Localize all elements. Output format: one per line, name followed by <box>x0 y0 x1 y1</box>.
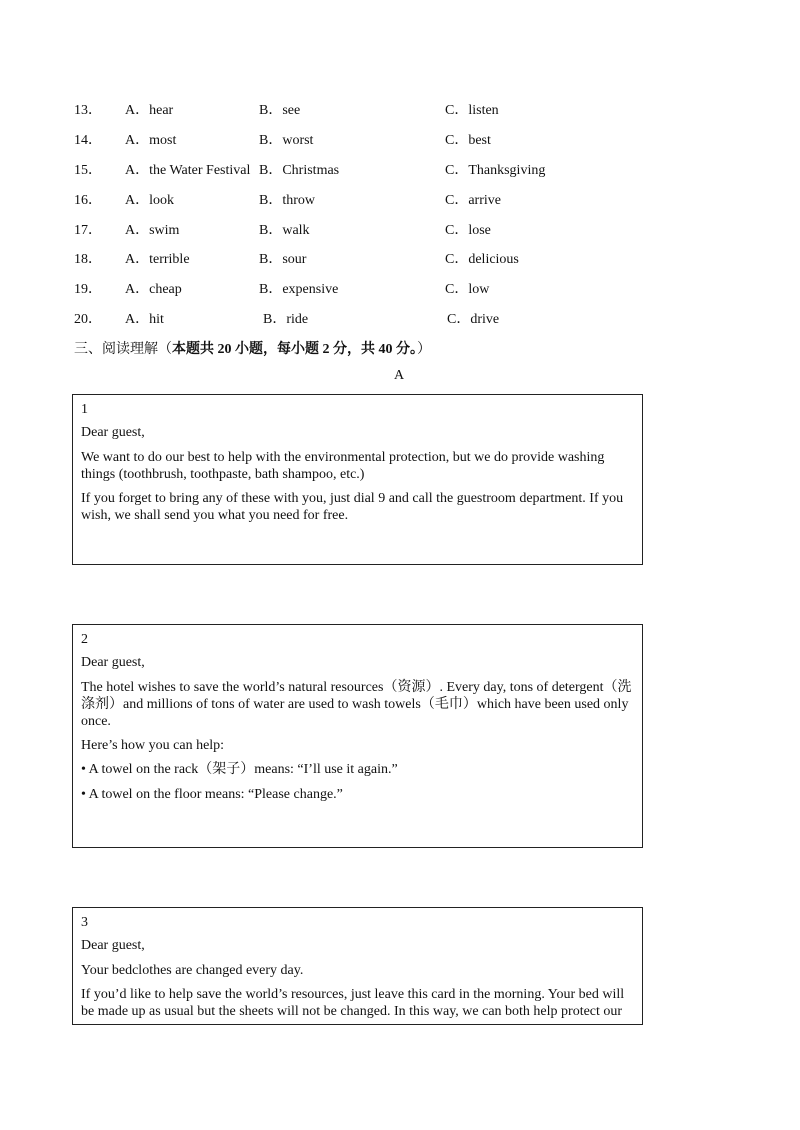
question-row <box>74 129 674 149</box>
question-number: 16． <box>74 193 102 208</box>
question-number: 15． <box>74 163 102 178</box>
option-a: A．the Water Festival <box>125 163 251 178</box>
option-b: B．throw <box>259 193 315 208</box>
question-number: 19． <box>74 282 102 297</box>
option-c: C．lose <box>445 223 491 238</box>
question-row <box>74 219 674 239</box>
question-row <box>74 189 674 209</box>
option-c: C．low <box>445 282 490 297</box>
question-number: 17． <box>74 223 102 238</box>
card-paragraph: We want to do our best to help with the environmental protection, but we do provide washing things (toothbrush, toothpaste, bath shampoo, etc.) <box>81 450 605 482</box>
question-number: 18． <box>74 252 102 267</box>
option-c: C．drive <box>447 312 500 327</box>
card-greeting: Dear guest, <box>81 938 145 953</box>
card-number: 2 <box>81 632 88 647</box>
card-paragraph: If you’d like to help save the world’s resources, just leave this card in the morning. Your bed will be made up as usual but the sheets will not be changed. In this way, we can both help protect our <box>81 987 625 1019</box>
option-a: A．cheap <box>125 282 182 297</box>
section-heading-suffix: ） <box>417 342 431 357</box>
card-number: 3 <box>81 915 88 930</box>
option-a: A．hear <box>125 103 174 118</box>
option-a: A．hit <box>125 312 164 327</box>
section-heading <box>74 338 431 358</box>
question-row <box>74 308 674 328</box>
question-number: 13． <box>74 103 102 118</box>
question-row <box>74 99 674 119</box>
option-b: B．ride <box>263 312 309 327</box>
question-number: 14． <box>74 133 102 148</box>
card-greeting: Dear guest, <box>81 425 145 440</box>
question-row <box>74 248 674 268</box>
option-b: B．walk <box>259 223 310 238</box>
section-heading-instructions: 本题共 20 小题，每小题 2 分，共 40 分。 <box>172 342 417 357</box>
option-a: A．swim <box>125 223 180 238</box>
notice-card <box>72 624 643 848</box>
question-row <box>74 159 674 179</box>
option-c: C．arrive <box>445 193 501 208</box>
card-number: 1 <box>81 402 88 417</box>
notice-card <box>72 907 643 1025</box>
question-number: 20． <box>74 312 102 327</box>
option-c: C．Thanksgiving <box>445 163 546 178</box>
option-c: C．delicious <box>445 252 519 267</box>
option-b: B．expensive <box>259 282 339 297</box>
notice-card <box>72 394 643 565</box>
card-paragraph: If you forget to bring any of these with you, just dial 9 and call the guestroom department. If you wish, we shall send you what you need for free. <box>81 491 624 523</box>
option-b: B．worst <box>259 133 314 148</box>
card-paragraph: Your bedclothes are changed every day. <box>81 963 304 978</box>
question-row <box>74 278 674 298</box>
option-b: B．see <box>259 103 301 118</box>
option-a: A．most <box>125 133 177 148</box>
option-b: B．Christmas <box>259 163 340 178</box>
option-a: A．terrible <box>125 252 190 267</box>
section-heading-prefix: 三、阅读理解（ <box>74 342 172 357</box>
card-greeting: Dear guest, <box>81 655 145 670</box>
option-b: B．sour <box>259 252 307 267</box>
bullet-item: • A towel on the rack（架子）means: “I’ll use it again.” <box>81 762 398 777</box>
card-paragraph: The hotel wishes to save the world’s natural resources（资源）. Every day, tons of detergent（洗涤剂）and millions of tons of water are used to wash towels（毛巾）which have been used only once. <box>81 680 632 729</box>
option-a: A．look <box>125 193 174 208</box>
part-label: A <box>394 368 405 383</box>
option-c: C．listen <box>445 103 499 118</box>
option-c: C．best <box>445 133 491 148</box>
bullet-item: • A towel on the floor means: “Please change.” <box>81 787 343 802</box>
card-paragraph: Here’s how you can help: <box>81 738 225 753</box>
